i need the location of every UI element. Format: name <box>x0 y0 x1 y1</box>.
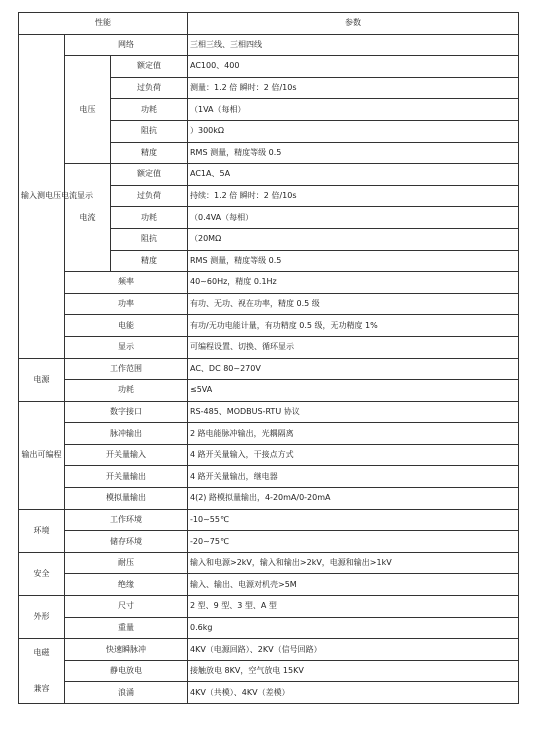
table-row <box>19 401 519 423</box>
table-row <box>19 358 519 380</box>
row-label: 显示 <box>65 336 188 358</box>
table-row <box>19 336 519 358</box>
row-label: 静电放电 <box>65 660 188 682</box>
row-label: 重量 <box>65 617 188 639</box>
table-row <box>19 56 519 78</box>
row-value: （0.4VA（每相） <box>188 207 519 229</box>
table-row <box>19 34 519 56</box>
group-environment: 环境 <box>19 509 65 552</box>
row-value: 有功、无功、视在功率，精度 0.5 级 <box>188 293 519 315</box>
row-label: 浪涌 <box>65 682 188 704</box>
table-row <box>19 552 519 574</box>
row-value: 输入、输出、电源对机壳>5M <box>188 574 519 596</box>
group-input: 输入测电压电流显示 <box>19 34 65 358</box>
row-value: 输入和电源>2kV，输入和输出>2kV，电源和输出>1kV <box>188 552 519 574</box>
row-value: RMS 测量，精度等级 0.5 <box>188 142 519 164</box>
table-row <box>19 444 519 466</box>
row-value: 4 路开关量输入，干接点方式 <box>188 444 519 466</box>
table-row <box>19 639 519 661</box>
row-label: 耐压 <box>65 552 188 574</box>
group-power: 电源 <box>19 358 65 401</box>
row-value: （20MΩ <box>188 228 519 250</box>
group-programmable-output: 输出可编程 <box>19 401 65 509</box>
group-appearance: 外形 <box>19 596 65 639</box>
table-row <box>19 596 519 618</box>
row-value: （1VA（每相） <box>188 99 519 121</box>
table-row <box>19 660 519 682</box>
row-value: RMS 测量，精度等级 0.5 <box>188 250 519 272</box>
row-label: 精度 <box>111 142 188 164</box>
group-emc <box>19 639 65 704</box>
row-value: AC100、400 <box>188 56 519 78</box>
row-label: 功率 <box>65 293 188 315</box>
table-row <box>19 509 519 531</box>
row-label: 频率 <box>65 272 188 294</box>
row-value: 0.6kg <box>188 617 519 639</box>
row-value: 4 路开关量输出，继电器 <box>188 466 519 488</box>
table-row <box>19 617 519 639</box>
row-value: ）300kΩ <box>188 120 519 142</box>
row-value: AC、DC 80~270V <box>188 358 519 380</box>
row-label: 功耗 <box>111 207 188 229</box>
table-row <box>19 682 519 704</box>
group-emc-line1: 电磁 <box>33 648 50 658</box>
table-row <box>19 531 519 553</box>
row-value: 2 型、9 型、3 型、A 型 <box>188 596 519 618</box>
table-row <box>19 423 519 445</box>
row-label: 绝缘 <box>65 574 188 596</box>
table-row <box>19 466 519 488</box>
table-row <box>19 488 519 510</box>
row-value: 4(2) 路模拟量输出，4-20mA/0-20mA <box>188 488 519 510</box>
row-label: 阻抗 <box>111 120 188 142</box>
row-label: 快速瞬脉冲 <box>65 639 188 661</box>
row-value: 可编程设置、切换、循环显示 <box>188 336 519 358</box>
row-label: 工作范围 <box>65 358 188 380</box>
table-row <box>19 574 519 596</box>
row-value: 有功/无功电能计量，有功精度 0.5 级，无功精度 1% <box>188 315 519 337</box>
row-label: 数字接口 <box>65 401 188 423</box>
table-row <box>19 164 519 186</box>
row-value: 4KV（电源回路）、2KV（信号回路） <box>188 639 519 661</box>
row-label: 额定值 <box>111 56 188 78</box>
row-value: -10~55℃ <box>188 509 519 531</box>
table-row <box>19 293 519 315</box>
row-value: ≤5VA <box>188 380 519 402</box>
row-value: AC1A、5A <box>188 164 519 186</box>
table-row <box>19 315 519 337</box>
row-value: RS-485、MODBUS-RTU 协议 <box>188 401 519 423</box>
row-label: 电能 <box>65 315 188 337</box>
row-value: 三相三线、三相四线 <box>188 34 519 56</box>
table-row <box>19 380 519 402</box>
row-label: 网络 <box>65 34 188 56</box>
row-label: 功耗 <box>65 380 188 402</box>
row-label: 储存环境 <box>65 531 188 553</box>
row-value: 接触放电 8KV，空气放电 15KV <box>188 660 519 682</box>
row-label: 精度 <box>111 250 188 272</box>
row-value: 持续：1.2 倍 瞬时：2 倍/10s <box>188 185 519 207</box>
row-label: 功耗 <box>111 99 188 121</box>
spec-table <box>18 12 519 704</box>
row-label: 开关量输出 <box>65 466 188 488</box>
subgroup-voltage: 电压 <box>65 56 111 164</box>
row-label: 过负荷 <box>111 77 188 99</box>
row-value: 4KV（共模）、4KV（差模） <box>188 682 519 704</box>
header-performance: 性能 <box>19 13 188 35</box>
subgroup-current: 电流 <box>65 164 111 272</box>
row-label: 额定值 <box>111 164 188 186</box>
row-label: 脉冲输出 <box>65 423 188 445</box>
header-parameters: 参数 <box>188 13 519 35</box>
table-row <box>19 272 519 294</box>
group-emc-line2: 兼容 <box>33 684 50 694</box>
row-label: 过负荷 <box>111 185 188 207</box>
edge-divider <box>518 305 519 318</box>
row-label: 工作环境 <box>65 509 188 531</box>
row-label: 模拟量输出 <box>65 488 188 510</box>
row-label: 开关量输入 <box>65 444 188 466</box>
row-value: 2 路电能脉冲输出，光耦隔离 <box>188 423 519 445</box>
row-value: 测量：1.2 倍 瞬时：2 倍/10s <box>188 77 519 99</box>
row-label: 尺寸 <box>65 596 188 618</box>
row-value: -20~75℃ <box>188 531 519 553</box>
group-safety: 安全 <box>19 552 65 595</box>
header-row <box>19 13 519 35</box>
row-label: 阻抗 <box>111 228 188 250</box>
row-value: 40~60Hz，精度 0.1Hz <box>188 272 519 294</box>
